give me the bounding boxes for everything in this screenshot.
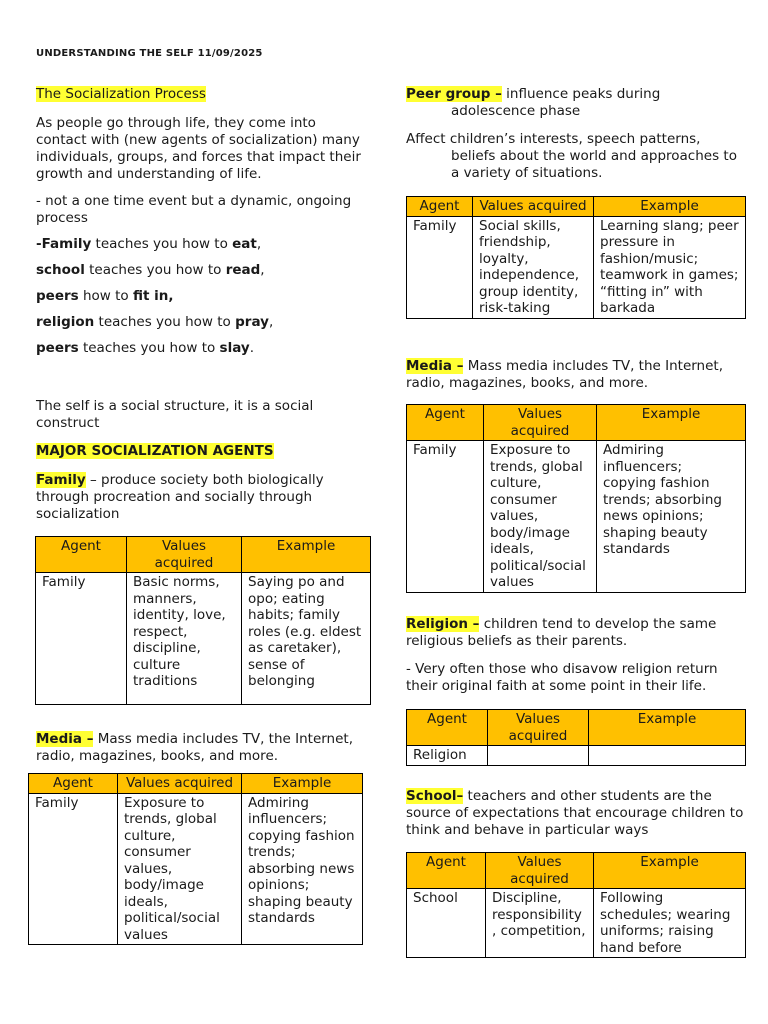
document-header: UNDERSTANDING THE SELF 11/09/2025 [36, 48, 263, 59]
teaches-list [36, 236, 366, 357]
process-note: - not a one time event but a dynamic, ongoing process [36, 193, 352, 226]
family-description: Family – produce society both biologically through procreation and socially through socialization [36, 472, 324, 522]
table-header: Values acquired [484, 405, 597, 441]
self-structure-text: The self is a social structure, it is a social construct [36, 398, 314, 431]
table-header: Agent [407, 853, 486, 889]
media-description-right: Media – Mass media includes TV, the Internet, radio, magazines, books, and more. [406, 358, 724, 391]
table-header: Example [597, 405, 746, 441]
table-header: Example [242, 537, 371, 573]
table-header: Agent [407, 710, 488, 746]
intro-paragraph: As people go through life, they come into contact with (new agents of socialization) many individuals, groups, and forces that impact their growth and understanding of life. [36, 115, 361, 182]
religion-description: Religion – children tend to develop the same religious beliefs as their parents. - Very often those who disavow religion return their original faith at some point in their life. [406, 616, 718, 694]
media-table-left [28, 773, 363, 945]
table-header: Example [594, 197, 746, 217]
teaches-line: religion teaches you how to pray, [36, 314, 274, 330]
table-header: Example [594, 853, 746, 889]
table-row: Family Exposure to trends, global culture, consumer values, body/image ideals, political/social values Admiring influencers; copying fashion trends; absorbing news opinions; shaping beauty standards [29, 793, 363, 945]
table-row: Family Exposure to trends, global culture, consumer values, body/image ideals, political/social values Admiring influencers; copying fashion trends; absorbing news opinions; shaping beauty standards [407, 441, 746, 593]
table-header: Agent [36, 537, 127, 573]
media-description-left: Media – Mass media includes TV, the Internet, radio, magazines, books, and more. [36, 731, 354, 764]
table-header: Values acquired [473, 197, 594, 217]
table-row: School Discipline, responsibility , competition, Following schedules; wearing uniforms; raising hand before [407, 889, 746, 958]
table-row: Religion [407, 746, 746, 766]
religion-table [406, 709, 746, 766]
table-header: Values acquired [118, 774, 242, 794]
teaches-line: peers how to fit in, [36, 288, 174, 304]
table-header: Values acquired [486, 853, 594, 889]
peer-description: Peer group – influence peaks during adolescence phase Affect children’s interests, speech patterns, beliefs about the world and approaches to a variety of situations. [406, 86, 737, 181]
teaches-line: peers teaches you how to slay. [36, 340, 255, 356]
table-header: Values acquired [488, 710, 589, 746]
media-table-right [406, 404, 746, 593]
table-row: Family Basic norms, manners, identity, love, respect, discipline, culture traditions Saying po and opo; eating habits; family roles (e.g. eldest as caretaker), sense of belonging [36, 573, 371, 705]
table-header: Values acquired [127, 537, 242, 573]
peer-table [406, 196, 746, 319]
major-agents-heading: MAJOR SOCIALIZATION AGENTS [36, 443, 274, 459]
left-column [36, 86, 366, 366]
teaches-line: -Family teaches you how to eat, [36, 236, 262, 252]
school-description: School– teachers and other students are the source of expectations that encourage children to think and behave in particular ways [406, 788, 744, 838]
table-header: Example [589, 710, 746, 746]
table-header: Agent [407, 197, 473, 217]
table-header: Agent [407, 405, 484, 441]
family-table [35, 536, 371, 705]
table-row: Family Social skills, friendship, loyalty, independence, group identity, risk-taking Learning slang; peer pressure in fashion/music; teamwork in games; “fitting in” with barkada [407, 216, 746, 318]
school-table [406, 852, 746, 958]
teaches-line: school teaches you how to read, [36, 262, 265, 278]
table-header: Example [242, 774, 363, 794]
table-header: Agent [29, 774, 118, 794]
section-title: The Socialization Process [36, 86, 206, 102]
